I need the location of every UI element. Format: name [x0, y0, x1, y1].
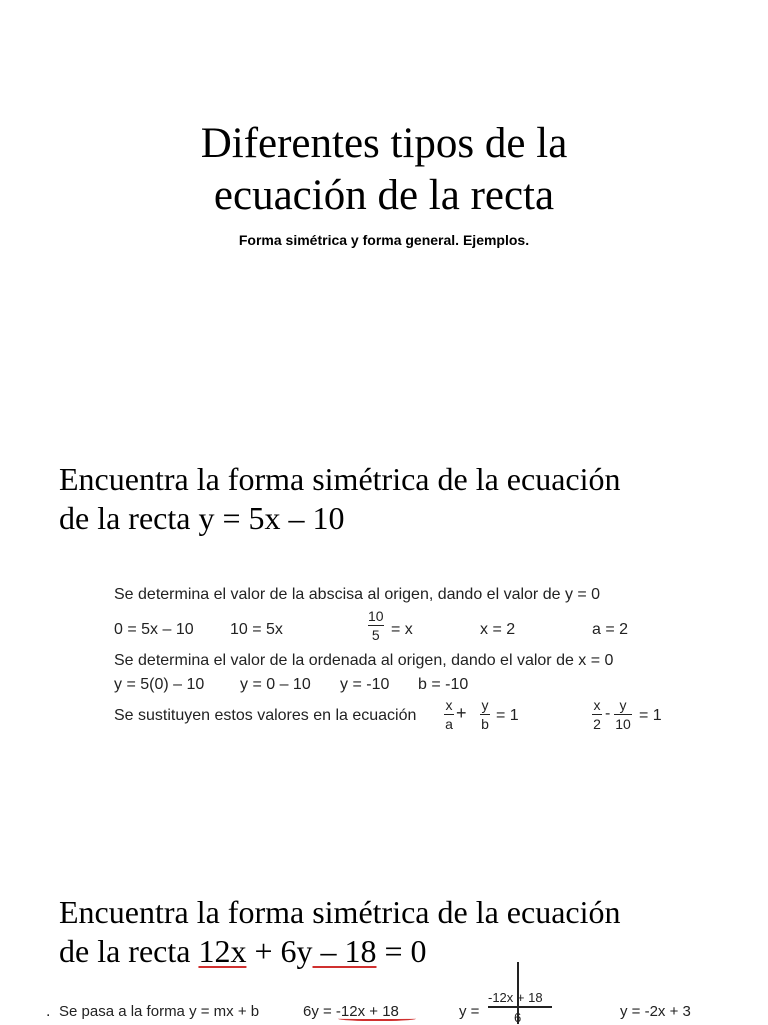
bullet-dot: . — [46, 1003, 51, 1020]
equation-1: 0 = 5x – 10 — [114, 621, 194, 638]
heading-line-2 — [59, 932, 427, 971]
red-underline — [338, 1015, 416, 1021]
subtitle: Forma simétrica y forma general. Ejemplos. — [238, 232, 530, 248]
equation-9: b = -10 — [418, 676, 469, 693]
plus-sign: + — [456, 703, 467, 723]
equation-6: y = 5(0) – 10 — [114, 676, 205, 693]
minus-sign: - — [605, 705, 611, 722]
fraction-numerator: y — [619, 697, 627, 713]
heading-part-3: = 0 — [376, 933, 427, 969]
equation-5: a = 2 — [592, 621, 629, 638]
fraction-denominator: b — [481, 716, 489, 732]
equals-one-2: = 1 — [639, 707, 662, 724]
step-2-text: Se determina el valor de la ordenada al origen, dando el valor de x = 0 — [114, 652, 614, 669]
fraction-bar — [592, 714, 602, 715]
fraction-numerator: x — [593, 697, 601, 713]
fraction-y-b — [480, 697, 490, 732]
equals-one-1: = 1 — [496, 707, 519, 724]
title-line-2: ecuación de la recta — [213, 172, 555, 219]
step-3-text: Se sustituyen estos valores en la ecuación — [114, 707, 417, 724]
heading-term-12x: 12x — [198, 933, 247, 969]
heading-line-1: Encuentra la forma simétrica de la ecuación — [59, 461, 621, 497]
fraction-numerator: -12x + 18 — [488, 990, 543, 1005]
fraction-y-10 — [614, 697, 632, 732]
equation-2: y = — [459, 1003, 480, 1020]
heading-term-minus18: – 18 — [312, 933, 377, 969]
heading-line-2: de la recta y = 5x – 10 — [59, 500, 345, 536]
equation-3: y = -2x + 3 — [620, 1003, 691, 1020]
fraction-denominator: a — [445, 716, 453, 732]
fraction-10-5 — [368, 608, 384, 643]
heading-part-2: + 6y — [246, 933, 313, 969]
fraction-denominator: 6 — [514, 1010, 522, 1025]
equation-2: 10 = 5x — [230, 621, 283, 638]
fraction-x-a — [444, 697, 454, 732]
equation-7: y = 0 – 10 — [240, 676, 311, 693]
step-1-text: Se determina el valor de la abscisa al origen, dando el valor de y = 0 — [114, 586, 601, 603]
equation-4: x = 2 — [480, 621, 516, 638]
fraction-numerator: 10 — [368, 608, 384, 624]
heading-line-1: Encuentra la forma simétrica de la ecuación — [59, 894, 621, 930]
fraction-bar-line — [488, 1006, 552, 1008]
fraction-numerator: x — [445, 697, 453, 713]
equation-8: y = -10 — [340, 676, 390, 693]
equation-3: = x — [391, 621, 413, 638]
title-line-1: Diferentes tipos de la — [200, 120, 568, 167]
fraction-bar — [444, 714, 454, 715]
fraction-x-2 — [592, 697, 602, 732]
fraction-denominator: 5 — [371, 627, 380, 643]
heading-part-1: de la recta — [59, 933, 199, 969]
fraction-denominator: 10 — [615, 716, 631, 732]
equation-1: 6y = -12x + 18 — [303, 1003, 399, 1020]
step-1-text: Se pasa a la forma y = mx + b — [59, 1003, 260, 1020]
fraction-bar — [368, 625, 384, 626]
fraction-bar — [614, 714, 632, 715]
fraction-denominator: 2 — [593, 716, 601, 732]
fraction-numerator: y — [481, 697, 489, 713]
fraction-bar — [480, 714, 490, 715]
